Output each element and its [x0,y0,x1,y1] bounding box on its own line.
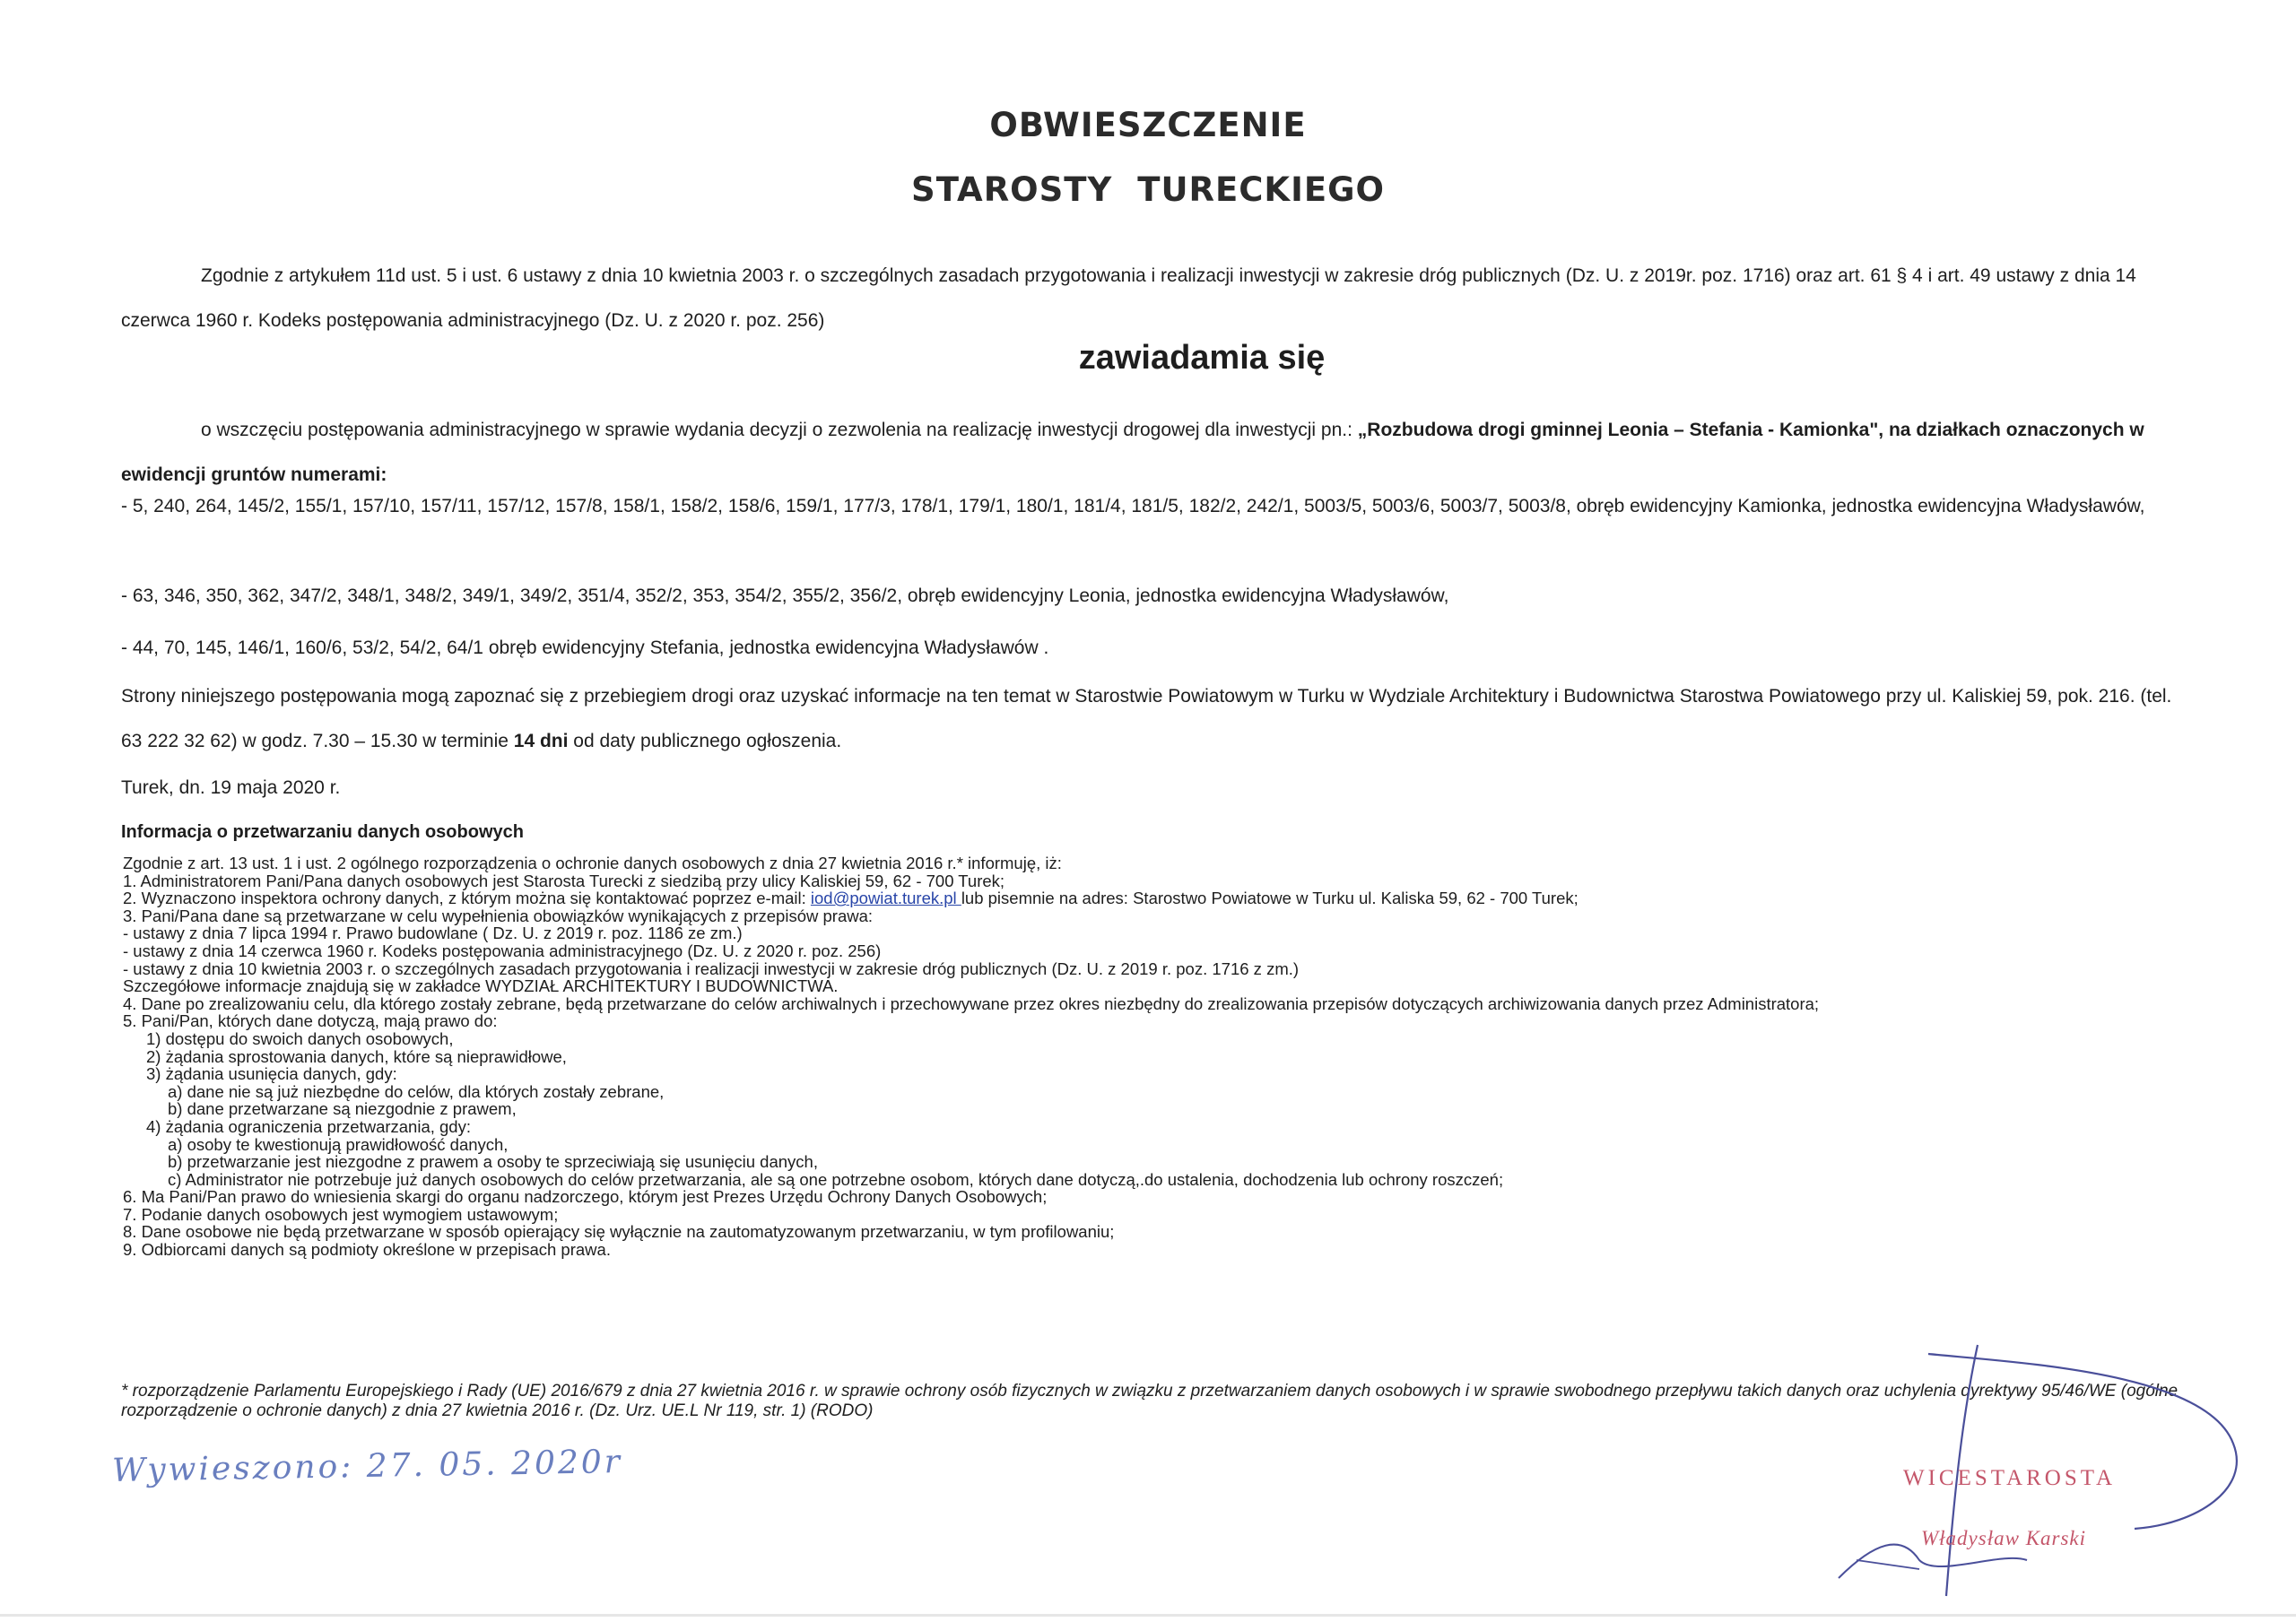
proceeding-text: o wszczęciu postępowania administracyjnego w sprawie wydania decyzji o zezwolenia na realizację inwestycji drogowej dla inwestycji pn.: [201,420,1358,440]
gdpr-line: 2) żądania sprostowania danych, które są nieprawidłowe, [146,1046,567,1066]
investment-name: „Rozbudowa drogi gminnej Leonia – Stefania - Kamionka", na działkach oznaczonych w ewidencji gruntów numerami: [121,420,2144,485]
legal-basis-paragraph: Zgodnie z artykułem 11d ust. 5 i ust. 6 ustawy z dnia 10 kwietnia 2003 r. o szczególnych zasadach przygotowania i realizacji inwestycji w zakresie dróg publicznych (Dz. U. z 2019r. poz. 1716) oraz art. 61 § 4 i art. 49 ustawy z dnia 14 czerwca 1960 r. Kodeks postępowania administracyjnego (Dz. U. z 2020 r. poz. 256) [121,265,2136,331]
gdpr-line: 4) żądania ograniczenia przetwarzania, gdy: [146,1116,471,1136]
plots-leonia: - 63, 346, 350, 362, 347/2, 348/1, 348/2, 349/1, 349/2, 351/4, 352/2, 353, 354/2, 355/2, 356/2, obręb ewidencyjny Leonia, jednostka ewidencyjna Władysławów, [121,585,1449,606]
inspector-text: 2. Wyznaczono inspektora ochrony danych, z którym można się kontaktować poprzez e-mail: [123,889,811,908]
inspector-address: lub pisemnie na adres: Starostwo Powiatowe w Turku ul. Kaliska 59, 62 - 700 Turek; [961,889,1578,908]
place-date: Turek, dn. 19 maja 2020 r. [121,777,341,798]
gdpr-line: 1) dostępu do swoich danych osobowych, [146,1028,454,1048]
gdpr-line: c) Administrator nie potrzebuje już danych osobowych do celów przetwarzania, ale są one potrzebne osobom, których dane dotyczą,.do ustalenia, dochodzenia lub ochrony roszczeń; [168,1169,1504,1189]
gdpr-list [123,854,2257,1259]
gdpr-line: 3) żądania usunięcia danych, gdy: [146,1064,397,1084]
gdpr-line: Szczegółowe informacje znajdują się w zakładce WYDZIAŁ ARCHITEKTURY I BUDOWNICTWA. [123,976,839,996]
stamp-role: WICESTAROSTA [1903,1466,2117,1490]
plots-stefania: - 44, 70, 145, 146/1, 160/6, 53/2, 54/2, 64/1 obręb ewidencyjny Stefania, jednostka ewidencyjna Władysławów . [121,638,1049,658]
parties-text: Strony niniejszego postępowania mogą zapoznać się z przebiegiem drogi oraz uzyskać informacje na ten temat w Starostwie Powiatowym w Turku w Wydziale Architektury i Budownictwa Starostwa Powiatowego przy ul. Kaliskiej 59, pok. 216. (tel. 63 222 32 62) w godz. 7.30 – 15.30 w terminie [121,686,2172,751]
gdpr-line: a) osoby te kwestionują prawidłowość danych, [168,1134,509,1154]
posted-date-handwritten: Wywieszono: 27. 05. 2020r [111,1444,623,1489]
scan-edge [0,1614,2296,1617]
gdpr-line: 7. Podanie danych osobowych jest wymogiem ustawowym; [123,1204,559,1224]
gdpr-line-inspector [123,889,2257,907]
parties-paragraph [121,674,2184,764]
gdpr-line: 3. Pani/Pana dane są przetwarzane w celu wypełnienia obowiązków wynikających z przepisów prawa: [123,906,874,925]
gdpr-line: b) przetwarzanie jest niezgodne z prawem a osoby te sprzeciwiają się usunięciu danych, [168,1152,818,1172]
gdpr-line: - ustawy z dnia 14 czerwca 1960 r. Kodeks postępowania administracyjnego (Dz. U. z 2020 r. poz. 256) [123,941,882,960]
gdpr-line: 4. Dane po zrealizowaniu celu, dla którego zostały zebrane, będą przetwarzane do celów archiwalnych i przechowywane przez okres niezbędny do zrealizowania przepisów dotyczących archiwizowania danych przez Administratora; [123,993,1820,1013]
gdpr-title: Informacja o przetwarzaniu danych osobowych [121,822,524,842]
gdpr-footnote: * rozporządzenie Parlamentu Europejskiego i Rady (UE) 2016/679 z dnia 27 kwietnia 2016 r. w sprawie ochrony osób fizycznych w związku z przetwarzaniem danych osobowych i w sprawie swobodnego przepływu takich danych oraz uchylenia dyrektywy 95/46/WE (ogólne rozporządzenie o ochronie danych) z dnia 27 kwietnia 2016 r. (Dz. Urz. UE.L Nr 119, str. 1) (RODO) [121,1382,2179,1420]
deadline: 14 dni [513,731,569,751]
document-title: OBWIESZCZENIE [989,106,1307,144]
announcement-heading: zawiadamia się [1078,339,1326,377]
gdpr-line: 5. Pani/Pan, których dane dotyczą, mają prawo do: [123,1011,498,1031]
gdpr-line: - ustawy z dnia 7 lipca 1994 r. Prawo budowlane ( Dz. U. z 2019 r. poz. 1186 ze zm.) [123,924,743,943]
document-subtitle: STAROSTY TURECKIEGO [911,170,1385,209]
parties-text-end: od daty publicznego ogłoszenia. [568,731,842,751]
gdpr-line: a) dane nie są już niezbędne do celów, dla których zostały zebrane, [168,1081,665,1101]
gdpr-line: 1. Administratorem Pani/Pana danych osobowych jest Starosta Turecki z siedzibą przy ulicy Kaliskiej 59, 62 - 700 Turek; [123,871,1005,890]
gdpr-line: - ustawy z dnia 10 kwietnia 2003 r. o szczególnych zasadach przygotowania i realizacji inwestycji w zakresie dróg publicznych (Dz. U. z 2019 r. poz. 1716 z zm.) [123,958,1300,978]
gdpr-line: 9. Odbiorcami danych są podmioty określone w przepisach prawa. [123,1240,611,1260]
gdpr-line: 6. Ma Pani/Pan prawo do wniesienia skargi do organu nadzorczego, którym jest Prezes Urzędu Ochrony Danych Osobowych; [123,1187,1048,1207]
stamp-name: Władysław Karski [1921,1527,2087,1549]
plots-kamionka: - 5, 240, 264, 145/2, 155/1, 157/10, 157/11, 157/12, 157/8, 158/1, 158/2, 158/6, 159/1, 177/3, 178/1, 179/1, 180/1, 181/4, 181/5, 182/2, 242/1, 5003/5, 5003/6, 5003/7, 5003/8, obręb ewidencyjny Kamionka, jednostka ewidencyjna Władysławów, [121,496,2145,516]
gdpr-line: 8. Dane osobowe nie będą przetwarzane w sposób opierający się wyłącznie na zautomatyzowanym przetwarzaniu, w tym profilowaniu; [123,1222,1115,1242]
gdpr-line: b) dane przetwarzane są niezgodnie z prawem, [168,1099,517,1119]
inspector-email-link[interactable]: iod@powiat.turek.pl [810,889,961,908]
gdpr-line: Zgodnie z art. 13 ust. 1 i ust. 2 ogólnego rozporządzenia o ochronie danych osobowych z dnia 27 kwietnia 2016 r.* informuję, iż: [123,854,1062,872]
